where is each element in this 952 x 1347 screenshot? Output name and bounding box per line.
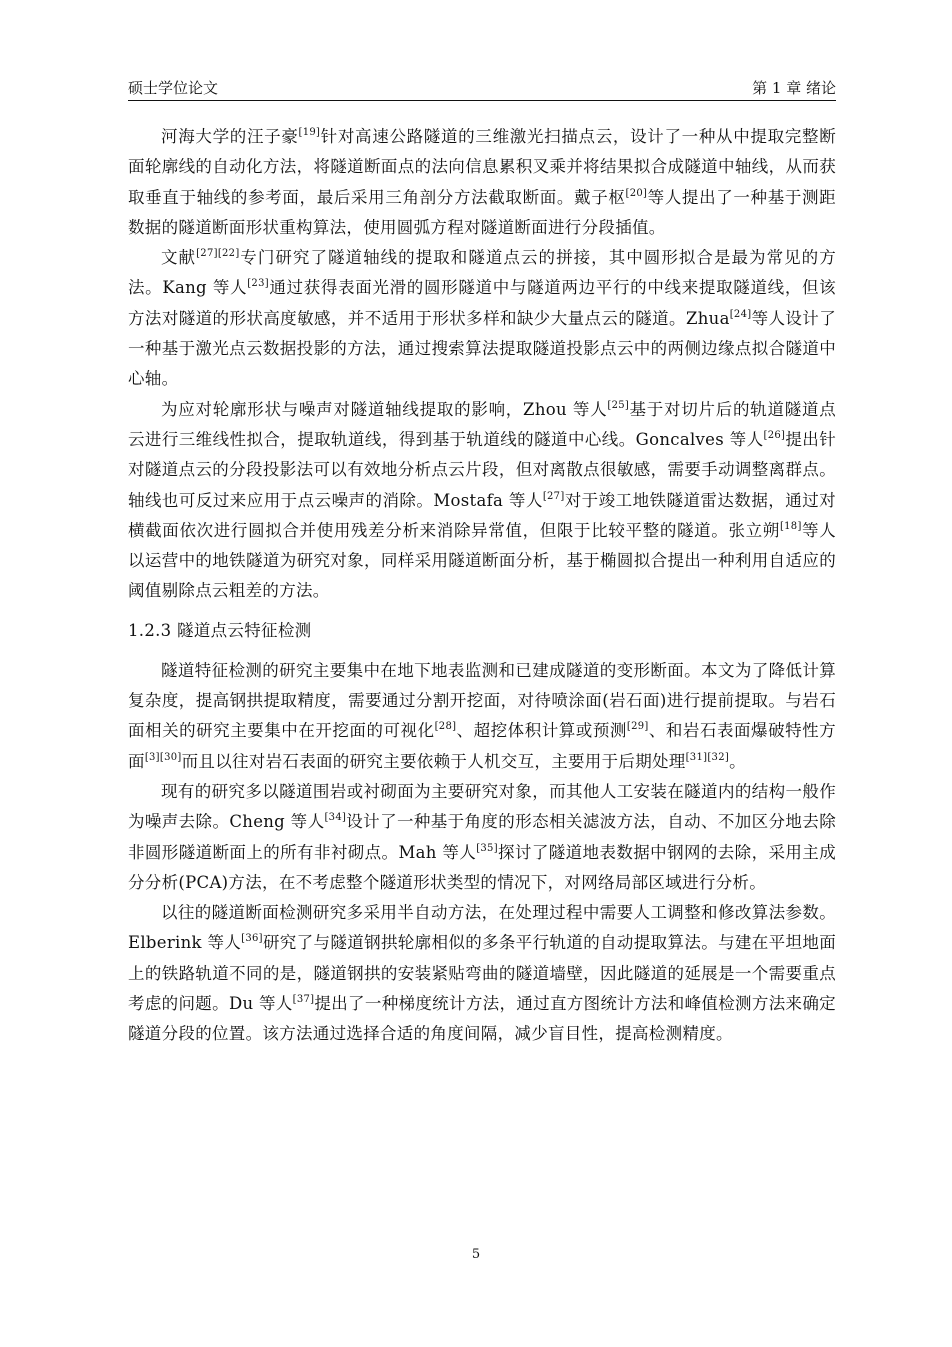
- citation-ref: [29]: [626, 721, 649, 733]
- paragraph-text: 以往的隧道断面检测研究多采用半自动方法，在处理过程中需要人工调整和修改算法参数。Elberink 等人: [128, 903, 836, 953]
- paragraph: [128, 122, 836, 243]
- citation-ref: [27][22]: [196, 248, 240, 260]
- paragraph-text: 设计了一种基于角度的形态相关滤波方法，自动、不加区分地去除非圆形隧道断面上的所有非衬砌点。Mah 等人: [128, 812, 837, 862]
- citation-ref: [20]: [625, 187, 648, 199]
- paragraph: [128, 395, 836, 607]
- paragraph-text: 对于竣工地铁隧道雷达数据，通过对横截面依次进行圆拟合并使用残差分析来消除异常值，但限于比较平整的隧道。张立朔: [128, 490, 836, 540]
- body-text: [128, 122, 836, 1050]
- paragraph-text: 、和岩石表面爆破特性方面: [128, 721, 836, 771]
- citation-ref: [35]: [476, 842, 498, 854]
- paragraph-text: 通过获得表面光滑的圆形隧道中与隧道两边平行的中线来提取隧道线，但该方法对隧道的形状高度敏感，并不适用于形状多样和缺少大量点云的隧道。Zhua: [128, 278, 836, 328]
- paragraph-text: 文献: [161, 248, 197, 268]
- citation-ref: [37]: [292, 994, 315, 1006]
- paragraph-text: 等人以运营中的地铁隧道为研究对象，同样采用隧道断面分析，基于椭圆拟合提出一种利用自适应的阈值剔除点云粗差的方法。: [128, 520, 836, 601]
- citation-ref: [31][32]: [685, 751, 730, 763]
- paragraph-text: 河海大学的汪子豪: [161, 127, 299, 146]
- header-thesis-type: 硕士学位论文: [128, 79, 219, 97]
- section-heading: 1.2.3 隧道点云特征检测: [128, 620, 312, 640]
- paragraph-text: 基于对切片后的轨道隧道点云进行三维线性拟合，提取轨道线，得到基于轨道线的隧道中心线。Goncalves 等人: [128, 399, 836, 449]
- paragraph: [128, 243, 836, 394]
- paragraph-text: 研究了与隧道钢拱轮廓相似的多条平行轨道的自动提取算法。与建在平坦地面上的铁路轨道不同的是，隧道钢拱的安装紧贴弯曲的隧道墙壁，因此隧道的延展是一个需要重点考虑的问题。Du 等人: [128, 933, 836, 1014]
- paragraph-text: 而且以往对岩石表面的研究主要依赖于人机交互，主要用于后期处理: [181, 751, 686, 771]
- paragraph-text: 探讨了隧道地表数据中钢网的去除，采用主成分分析(PCA)方法，在不考虑整个隧道形状类型的情况下，对网络局部区域进行分析。: [128, 842, 836, 892]
- header-chapter-title: 第 1 章 绪论: [752, 79, 836, 97]
- header-rule: [128, 100, 836, 101]
- paragraph-text: 现有的研究多以隧道围岩或衬砌面为主要研究对象，而其他人工安装在隧道内的结构一般作为噪声去除。Cheng 等人: [128, 781, 836, 832]
- paragraph-text: 提出了一种梯度统计方法，通过直方图统计方法和峰值检测方法来确定隧道分段的位置。该方法通过选择合适的角度间隔，减少盲目性，提高检测精度。: [128, 994, 836, 1044]
- citation-ref: [24]: [729, 308, 752, 320]
- paragraph-text: 专门研究了隧道轴线的提取和隧道点云的拼接，其中圆形拟合是最为常见的方法。Kang 等人: [128, 248, 836, 298]
- citation-ref: [26]: [763, 429, 786, 441]
- citation-ref: [27]: [542, 490, 565, 502]
- paragraph: [128, 777, 836, 898]
- citation-ref: [28]: [434, 721, 457, 733]
- running-header: [128, 78, 836, 100]
- citation-ref: [23]: [247, 278, 269, 290]
- citation-ref: [34]: [324, 812, 347, 824]
- citation-ref: [3][30]: [144, 751, 182, 763]
- paragraph-text: 等人设计了一种基于激光点云数据投影的方法，通过搜索算法提取隧道投影点云中的两侧边缘点拟合隧道中心轴。: [128, 308, 837, 389]
- paragraph: [128, 656, 836, 777]
- citation-ref: [18]: [779, 520, 802, 532]
- paragraph-text: 针对高速公路隧道的三维激光扫描点云，设计了一种从中提取完整断面轮廓线的自动化方法，将隧道断面点的法向信息累积叉乘并将结果拟合成隧道中轴线，从而获取垂直于轴线的参考面，最后采用三角剖分方法截取断面。戴子枢: [128, 127, 836, 207]
- citation-ref: [19]: [298, 127, 321, 138]
- paragraph-text: 隧道特征检测的研究主要集中在地下地表监测和已建成隧道的变形断面。本文为了降低计算复杂度，提高钢拱提取精度，需要通过分割开挖面，对待喷涂面(岩石面)进行提前提取。与岩石面相关的研究主要集中在开挖面的可视化: [128, 660, 836, 741]
- paragraph-text: 。: [729, 751, 746, 771]
- citation-ref: [25]: [607, 399, 630, 411]
- paragraph-text: 提出针对隧道点云的分段投影法可以有效地分析点云片段，但对离散点很敏感，需要手动调整离群点。轴线也可反过来应用于点云噪声的消除。Mostafa 等人: [128, 429, 836, 510]
- paragraph-text: 等人提出了一种基于测距数据的隧道断面形状重构算法，使用圆弧方程对隧道断面进行分段插值。: [128, 187, 836, 237]
- paragraph: [128, 898, 836, 1049]
- citation-ref: [36]: [241, 933, 263, 945]
- page-number: 5: [471, 1247, 481, 1262]
- paragraph-text: 、超挖体积计算或预测: [456, 721, 627, 741]
- paragraph-text: 为应对轮廓形状与噪声对隧道轴线提取的影响，Zhou 等人: [161, 399, 608, 419]
